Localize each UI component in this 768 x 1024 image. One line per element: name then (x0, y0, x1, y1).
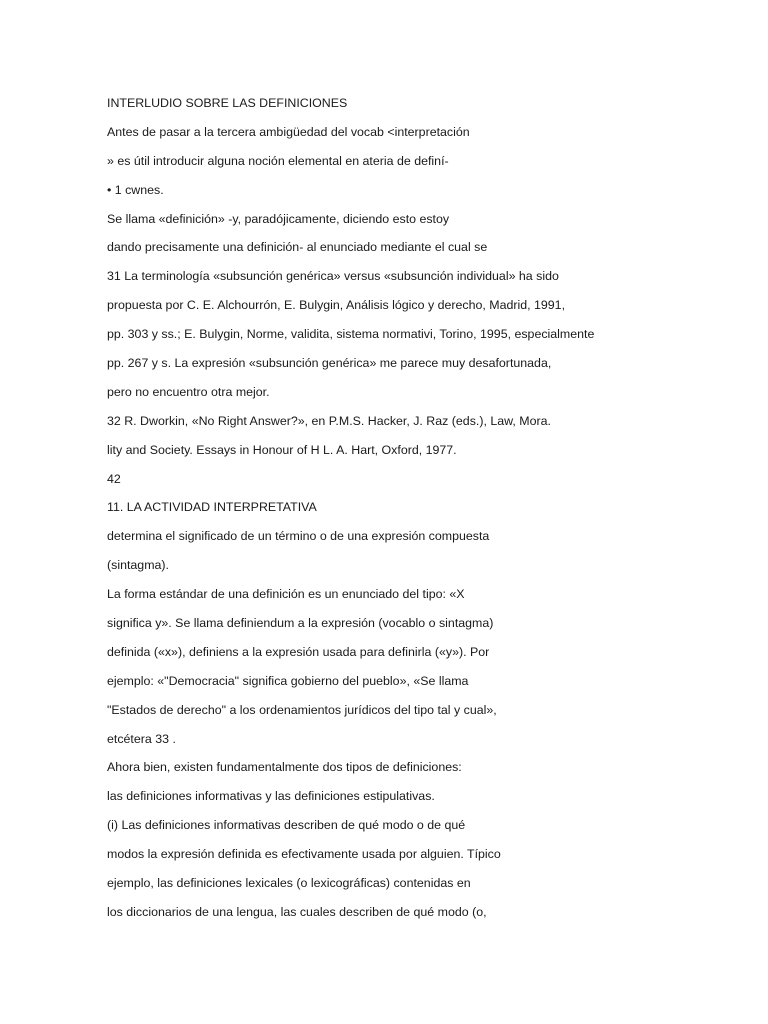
page-number: 42 (107, 471, 121, 486)
paragraph-line: • 1 cwnes. (107, 182, 164, 197)
footnote-line: 31 La terminología «subsunción genérica» versus «subsunción individual» ha sido (107, 269, 559, 284)
paragraph-line: los diccionarios de una lengua, las cuales describen de qué modo (o, (107, 904, 487, 919)
footnote-line: 32 R. Dworkin, «No Right Answer?», en P.M.S. Hacker, J. Raz (eds.), Law, Mora. (107, 413, 551, 428)
paragraph-line: ejemplo: «"Democracia" significa gobierno del pueblo», «Se llama (107, 673, 469, 688)
paragraph-line: » es útil introducir alguna noción elemental en ateria de definí- (107, 153, 449, 168)
paragraph-line: modos la expresión definida es efectivamente usada por alguien. Típico (107, 847, 501, 862)
footnote-line: lity and Society. Essays in Honour of H L. A. Hart, Oxford, 1977. (107, 442, 457, 457)
paragraph-line: dando precisamente una definición- al enunciado mediante el cual se (107, 240, 488, 255)
paragraph-line: (i) Las definiciones informativas describen de qué modo o de qué (107, 818, 466, 833)
paragraph-line: (sintagma). (107, 558, 169, 573)
paragraph-line: La forma estándar de una definición es un enunciado del tipo: «X (107, 587, 465, 602)
running-header: 11. LA ACTIVIDAD INTERPRETATIVA (107, 500, 317, 515)
paragraph-line: etcétera 33 . (107, 731, 176, 746)
paragraph-line: definida («x»), definiens a la expresión usada para definirla («y»). Por (107, 644, 490, 659)
paragraph-line: determina el significado de un término o de una expresión compuesta (107, 529, 490, 544)
paragraph-line: las definiciones informativas y las definiciones estipulativas. (107, 789, 435, 804)
document-body (107, 89, 727, 927)
footnote-line: pero no encuentro otra mejor. (107, 384, 270, 399)
paragraph-line: Se llama «definición» -y, paradójicamente, diciendo esto estoy (107, 211, 450, 226)
paragraph-line: significa y». Se llama definiendum a la expresión (vocablo o sintagma) (107, 616, 494, 631)
section-title: INTERLUDIO SOBRE LAS DEFINICIONES (107, 96, 348, 110)
footnote-line: pp. 303 y ss.; E. Bulygin, Norme, validita, sistema normativi, Torino, 1995, especialmente (107, 327, 595, 342)
footnote-line: propuesta por C. E. Alchourrón, E. Bulygin, Análisis lógico y derecho, Madrid, 1991, (107, 298, 566, 313)
paragraph-line: ejemplo, las definiciones lexicales (o lexicográficas) contenidas en (107, 876, 471, 891)
paragraph-line: Antes de pasar a la tercera ambigüedad del vocab <interpretación (107, 124, 470, 139)
paragraph-line: "Estados de derecho" a los ordenamientos jurídicos del tipo tal y cual», (107, 702, 497, 717)
footnote-line: pp. 267 y s. La expresión «subsunción genérica» me parece muy desafortunada, (107, 356, 552, 371)
paragraph-line: Ahora bien, existen fundamentalmente dos tipos de definiciones: (107, 760, 462, 775)
